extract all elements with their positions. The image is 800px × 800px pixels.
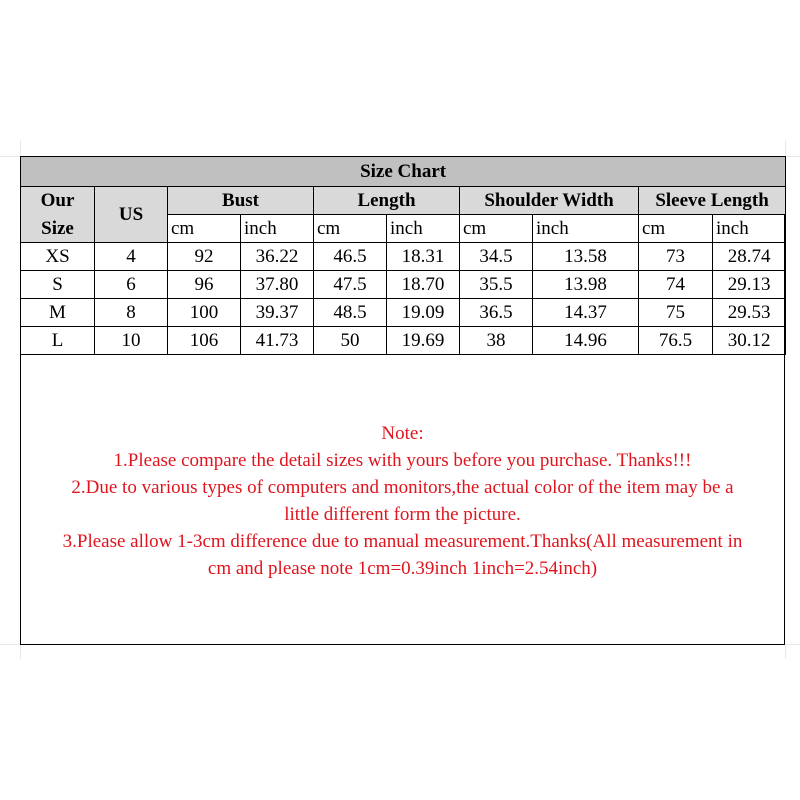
table-row [21, 271, 786, 299]
gridline [785, 644, 800, 645]
shoulder-inch-cell: 13.58 [533, 243, 639, 271]
header-our-size-label: Our Size [40, 190, 75, 239]
unit-shoulder-inch: inch [533, 215, 639, 243]
sleeve-cm-cell: 73 [639, 243, 713, 271]
note-line: 2.Due to various types of computers and monitors,the actual color of the item may be a [71, 477, 734, 498]
unit-length-inch: inch [387, 215, 460, 243]
header-us: US [95, 187, 168, 243]
sleeve-inch-cell: 29.13 [713, 271, 786, 299]
sleeve-inch-cell: 28.74 [713, 243, 786, 271]
us-cell: 6 [95, 271, 168, 299]
sleeve-inch-cell: 30.12 [713, 327, 786, 355]
gridline [20, 645, 21, 659]
table-row [21, 243, 786, 271]
bust-cm-cell: 106 [168, 327, 241, 355]
header-sleeve-length: Sleeve Length [639, 187, 786, 215]
gridline [785, 156, 800, 157]
gridline [20, 140, 21, 156]
size-cell: S [21, 271, 95, 299]
note-heading: Note: [381, 423, 424, 444]
header-our-size [21, 187, 95, 243]
header-length: Length [314, 187, 460, 215]
sleeve-cm-cell: 75 [639, 299, 713, 327]
shoulder-cm-cell: 35.5 [460, 271, 533, 299]
shoulder-inch-cell: 13.98 [533, 271, 639, 299]
shoulder-cm-cell: 34.5 [460, 243, 533, 271]
gridline [0, 156, 20, 157]
unit-sleeve-inch: inch [713, 215, 786, 243]
bust-cm-cell: 100 [168, 299, 241, 327]
bust-cm-cell: 96 [168, 271, 241, 299]
note-line: cm and please note 1cm=0.39inch 1inch=2.54inch) [207, 558, 598, 579]
gridline [0, 644, 20, 645]
size-chart-table [20, 156, 786, 355]
note-line: 3.Please allow 1-3cm difference due to manual measurement.Thanks(All measurement in [62, 531, 743, 552]
unit-length-cm: cm [314, 215, 387, 243]
sleeve-cm-cell: 74 [639, 271, 713, 299]
shoulder-cm-cell: 38 [460, 327, 533, 355]
sleeve-cm-cell: 76.5 [639, 327, 713, 355]
shoulder-cm-cell: 36.5 [460, 299, 533, 327]
bust-cm-cell: 92 [168, 243, 241, 271]
us-cell: 8 [95, 299, 168, 327]
bust-inch-cell: 39.37 [241, 299, 314, 327]
note-block [22, 420, 783, 582]
size-cell: M [21, 299, 95, 327]
bust-inch-cell: 37.80 [241, 271, 314, 299]
gridline [785, 140, 786, 156]
shoulder-inch-cell: 14.96 [533, 327, 639, 355]
bust-inch-cell: 41.73 [241, 327, 314, 355]
note-line: 1.Please compare the detail sizes with yours before you purchase. Thanks!!! [113, 450, 692, 471]
us-cell: 4 [95, 243, 168, 271]
header-shoulder-width: Shoulder Width [460, 187, 639, 215]
table-row [21, 299, 786, 327]
unit-bust-inch: inch [241, 215, 314, 243]
length-cm-cell: 48.5 [314, 299, 387, 327]
bust-inch-cell: 36.22 [241, 243, 314, 271]
length-cm-cell: 50 [314, 327, 387, 355]
table-row [21, 327, 786, 355]
length-cm-cell: 46.5 [314, 243, 387, 271]
size-cell: XS [21, 243, 95, 271]
chart-title: Size Chart [21, 157, 786, 187]
sleeve-inch-cell: 29.53 [713, 299, 786, 327]
shoulder-inch-cell: 14.37 [533, 299, 639, 327]
unit-shoulder-cm: cm [460, 215, 533, 243]
length-inch-cell: 18.31 [387, 243, 460, 271]
length-inch-cell: 19.69 [387, 327, 460, 355]
unit-bust-cm: cm [168, 215, 241, 243]
header-bust: Bust [168, 187, 314, 215]
length-inch-cell: 19.09 [387, 299, 460, 327]
length-inch-cell: 18.70 [387, 271, 460, 299]
unit-sleeve-cm: cm [639, 215, 713, 243]
gridline [785, 645, 786, 659]
size-cell: L [21, 327, 95, 355]
us-cell: 10 [95, 327, 168, 355]
length-cm-cell: 47.5 [314, 271, 387, 299]
note-line: little different form the picture. [284, 504, 521, 525]
